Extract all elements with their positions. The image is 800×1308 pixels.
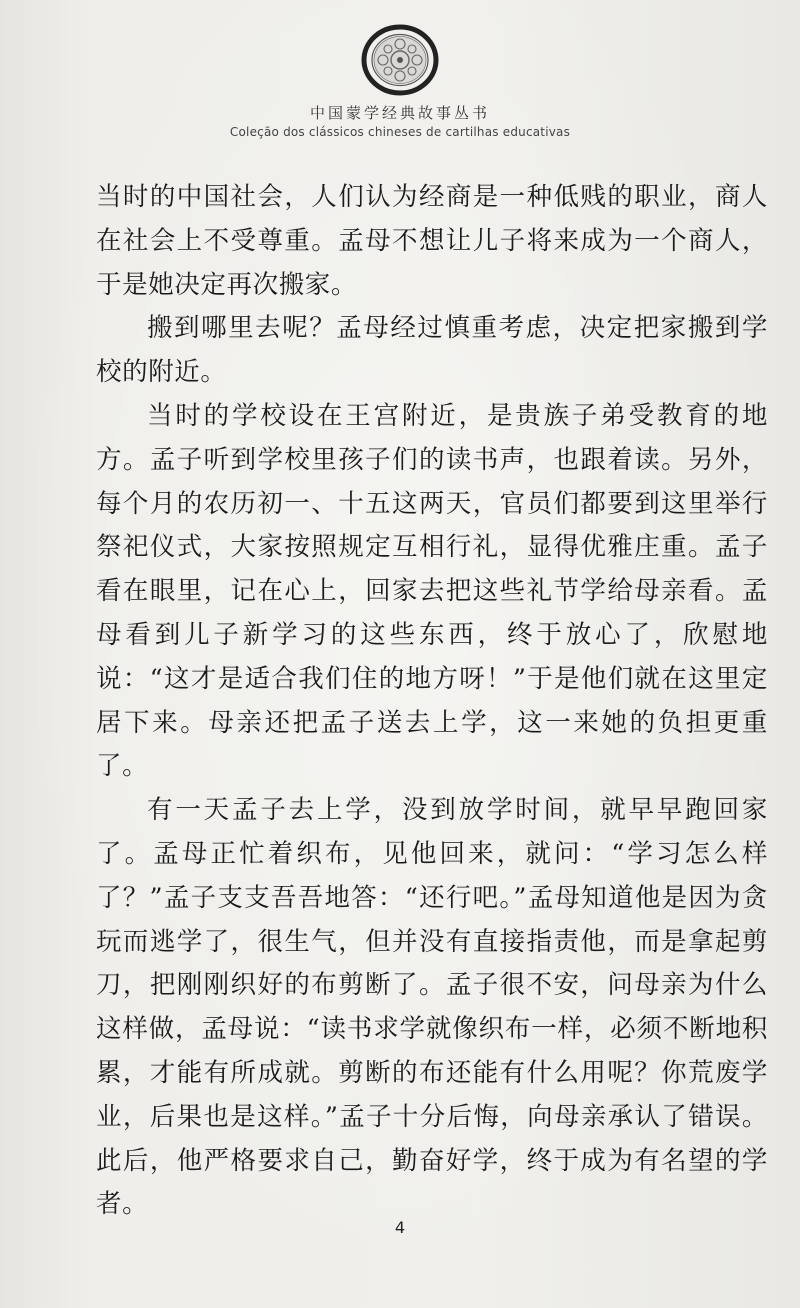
series-subtitle: Coleção dos clássicos chineses de cartilhas educativas <box>229 125 571 139</box>
paragraph-2: 搬到哪里去呢？孟母经过慎重考虑，决定把家搬到学校的附近。 <box>96 313 768 388</box>
paragraph-3: 当时的学校设在王宫附近，是贵族子弟受教育的地方。孟子听到学校里孩子们的读书声，也跟着读。另外，每个月的农历初一、十五这两天，官员们都要到这里举行祭祀仪式，大家按照规定互相行礼，显得优雅庄重。孟子看在眼里，记在心上，回家去把这些礼节学给母亲看。孟母看到儿子新学习的这些东西，终于放心了，欣慰地说：“这才是适合我们住的地方呀！”于是他们就在这里定居下来。母亲还把孟子送去上学，这一来她的负担更重了。 <box>96 400 768 782</box>
page-number: 4 <box>394 1218 406 1237</box>
paragraph-4: 有一天孟子去上学，没到放学时间，就早早跑回家了。孟母正忙着织布，见他回来，就问：“学习怎么样了？”孟子支支吾吾地答：“还行吧。”孟母知道他是因为贪玩而逃学了，很生气，但并没有直接指责他，而是拿起剪刀，把刚刚织好的布剪断了。孟子很不安，问母亲为什么这样做，孟母说：“读书求学就像织布一样，必须不断地积累，才能有所成就。剪断的布还能有什么用呢？你荒废学业，后果也是这样。”孟子十分后悔，向母亲承认了错误。此后，他严格要求自己，勤奋好学，终于成为有名望的学者。 <box>96 795 768 1220</box>
page-header <box>0 22 800 139</box>
body-text <box>96 176 768 1227</box>
series-title: 中国蒙学经典故事丛书 <box>309 104 490 122</box>
ornamental-seal-icon <box>358 22 442 98</box>
paragraph-1: 当时的中国社会，人们认为经商是一种低贱的职业，商人在社会上不受尊重。孟母不想让儿子将来成为一个商人，于是她决定再次搬家。 <box>96 182 768 300</box>
